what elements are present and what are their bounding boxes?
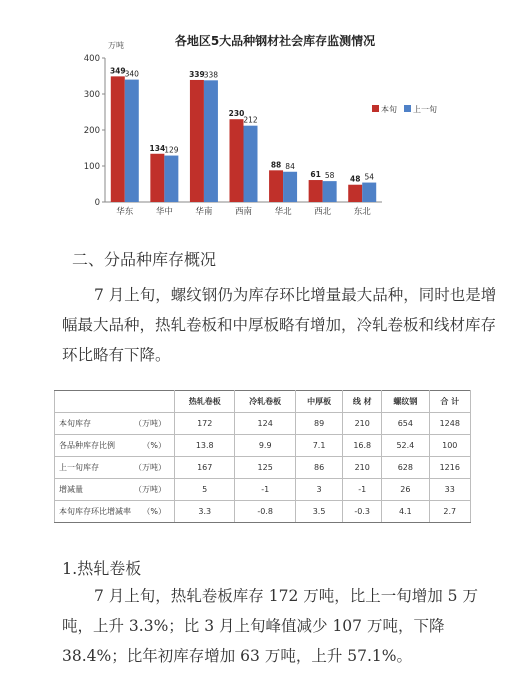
table-cell: 52.4 <box>382 435 429 457</box>
data-label: 212 <box>243 115 258 125</box>
table-cell: 654 <box>382 413 429 435</box>
data-label: 88 <box>270 160 282 170</box>
table-cell: 125 <box>235 457 295 479</box>
row-label <box>55 413 175 435</box>
bar-previous <box>204 80 218 202</box>
paragraph-hot-rolled <box>62 581 502 671</box>
table-cell: 86 <box>295 457 342 479</box>
data-label: 230 <box>228 109 245 119</box>
row-label <box>55 501 175 523</box>
chart-title: 各地区5大品种钢材社会库存监测情况 <box>174 34 376 48</box>
bar-current <box>230 119 244 202</box>
row-label-text: 各品种库存比例 <box>59 441 115 450</box>
table-cell: 16.8 <box>343 435 382 457</box>
table-header-cell: 合 计 <box>429 391 470 413</box>
subsection-title: 1.热轧卷板 <box>62 559 142 578</box>
data-label: 58 <box>324 171 335 181</box>
stock-by-product-table <box>54 390 471 523</box>
regional-stock-bar-chart <box>60 28 460 228</box>
bar-previous <box>164 156 178 202</box>
paragraph-overview-text: 7 月上旬，螺纹钢仍为库存环比增量最大品种，同时也是增幅最大品种，热轧卷板和中厚板略有增加，冷轧卷板和线材库存环比略有下降。 <box>62 286 497 364</box>
table-cell: 4.1 <box>382 501 429 523</box>
x-tick-label: 西南 <box>234 207 253 217</box>
row-label-text: 增减量 <box>59 485 83 494</box>
table-cell: 1248 <box>429 413 470 435</box>
data-label: 134 <box>149 143 166 153</box>
x-tick-label: 华南 <box>195 207 213 217</box>
table-cell: 26 <box>382 479 429 501</box>
table-cell: 167 <box>175 457 235 479</box>
data-label: 54 <box>364 172 374 182</box>
table-cell: -0.8 <box>235 501 295 523</box>
table-header-cell: 冷轧卷板 <box>235 391 295 413</box>
table-cell: 5 <box>175 479 235 501</box>
x-tick-label: 华中 <box>155 207 173 217</box>
bar-current <box>348 185 362 202</box>
table-cell: 3 <box>295 479 342 501</box>
table-cell: 2.7 <box>429 501 470 523</box>
legend-label: 上一旬 <box>413 105 437 114</box>
table-cell: 13.8 <box>175 435 235 457</box>
bar-current <box>111 76 125 202</box>
table-cell: 9.9 <box>235 435 295 457</box>
table-row <box>55 457 471 479</box>
y-axis-unit: 万吨 <box>108 41 124 50</box>
row-label-text: 本旬库存环比增减率 <box>59 507 131 516</box>
data-label: 129 <box>164 145 179 155</box>
data-label: 61 <box>310 170 321 180</box>
table-cell: 3.3 <box>175 501 235 523</box>
table-header-cell: 线 材 <box>343 391 382 413</box>
data-label: 349 <box>109 66 126 76</box>
bar-current <box>269 170 283 202</box>
x-tick-label: 华北 <box>274 207 292 217</box>
bar-previous <box>283 172 297 202</box>
table-cell: 210 <box>343 457 382 479</box>
row-label <box>55 435 175 457</box>
row-label <box>55 479 175 501</box>
y-tick-label: 200 <box>83 126 100 136</box>
table-row <box>55 413 471 435</box>
table-row <box>55 479 471 501</box>
row-unit: （%） <box>142 441 166 450</box>
bar-previous <box>244 126 258 202</box>
y-tick-label: 0 <box>94 198 100 208</box>
bar-current <box>309 180 323 202</box>
row-label <box>55 457 175 479</box>
row-unit: （万吨） <box>134 463 166 472</box>
data-label: 84 <box>285 161 295 171</box>
table-cell: 172 <box>175 413 235 435</box>
data-label: 48 <box>349 174 361 184</box>
table-cell: -0.3 <box>343 501 382 523</box>
data-label: 339 <box>189 69 205 79</box>
table-cell: 100 <box>429 435 470 457</box>
y-tick-label: 100 <box>83 162 100 172</box>
data-label: 338 <box>203 70 219 80</box>
y-tick-label: 400 <box>83 54 100 64</box>
row-label-text: 本旬库存 <box>59 419 91 428</box>
section-title: 二、分品种库存概况 <box>72 250 217 269</box>
row-unit: （万吨） <box>134 485 166 494</box>
x-tick-label: 西北 <box>314 207 332 217</box>
table-cell: 33 <box>429 479 470 501</box>
row-label-text: 上一旬库存 <box>59 463 99 472</box>
table-cell: -1 <box>235 479 295 501</box>
bar-previous <box>362 183 376 202</box>
table-row <box>55 501 471 523</box>
table-row <box>55 435 471 457</box>
bar-previous <box>323 181 337 202</box>
legend-swatch <box>372 105 379 112</box>
x-tick-label: 华东 <box>116 207 134 217</box>
table-cell: 7.1 <box>295 435 342 457</box>
table-cell: 89 <box>295 413 342 435</box>
table-cell: 124 <box>235 413 295 435</box>
x-tick-label: 东北 <box>353 207 371 217</box>
data-label: 340 <box>124 69 139 79</box>
table-cell: 3.5 <box>295 501 342 523</box>
table-header-cell: 热轧卷板 <box>175 391 235 413</box>
row-unit: （万吨） <box>134 419 166 428</box>
table-header-corner <box>55 391 175 413</box>
paragraph-overview <box>62 280 502 370</box>
row-unit: （%） <box>142 507 166 516</box>
bar-current <box>190 80 204 202</box>
bar-previous <box>125 80 139 202</box>
table-cell: -1 <box>343 479 382 501</box>
table-cell: 628 <box>382 457 429 479</box>
paragraph-hot-rolled-text: 7 月上旬，热轧卷板库存 172 万吨，比上一旬增加 5 万吨，上升 3.3%；比 3 月上旬峰值减少 107 万吨，下降 38.4%；比年初库存增加 63 万吨，上升 57.1%。 <box>62 587 478 665</box>
bar-current <box>150 154 164 202</box>
table-header-cell: 中厚板 <box>295 391 342 413</box>
legend-label: 本旬 <box>381 105 397 114</box>
y-tick-label: 300 <box>83 90 100 100</box>
table-cell: 210 <box>343 413 382 435</box>
table-header-cell: 螺纹钢 <box>382 391 429 413</box>
legend-swatch <box>404 105 411 112</box>
table-cell: 1216 <box>429 457 470 479</box>
